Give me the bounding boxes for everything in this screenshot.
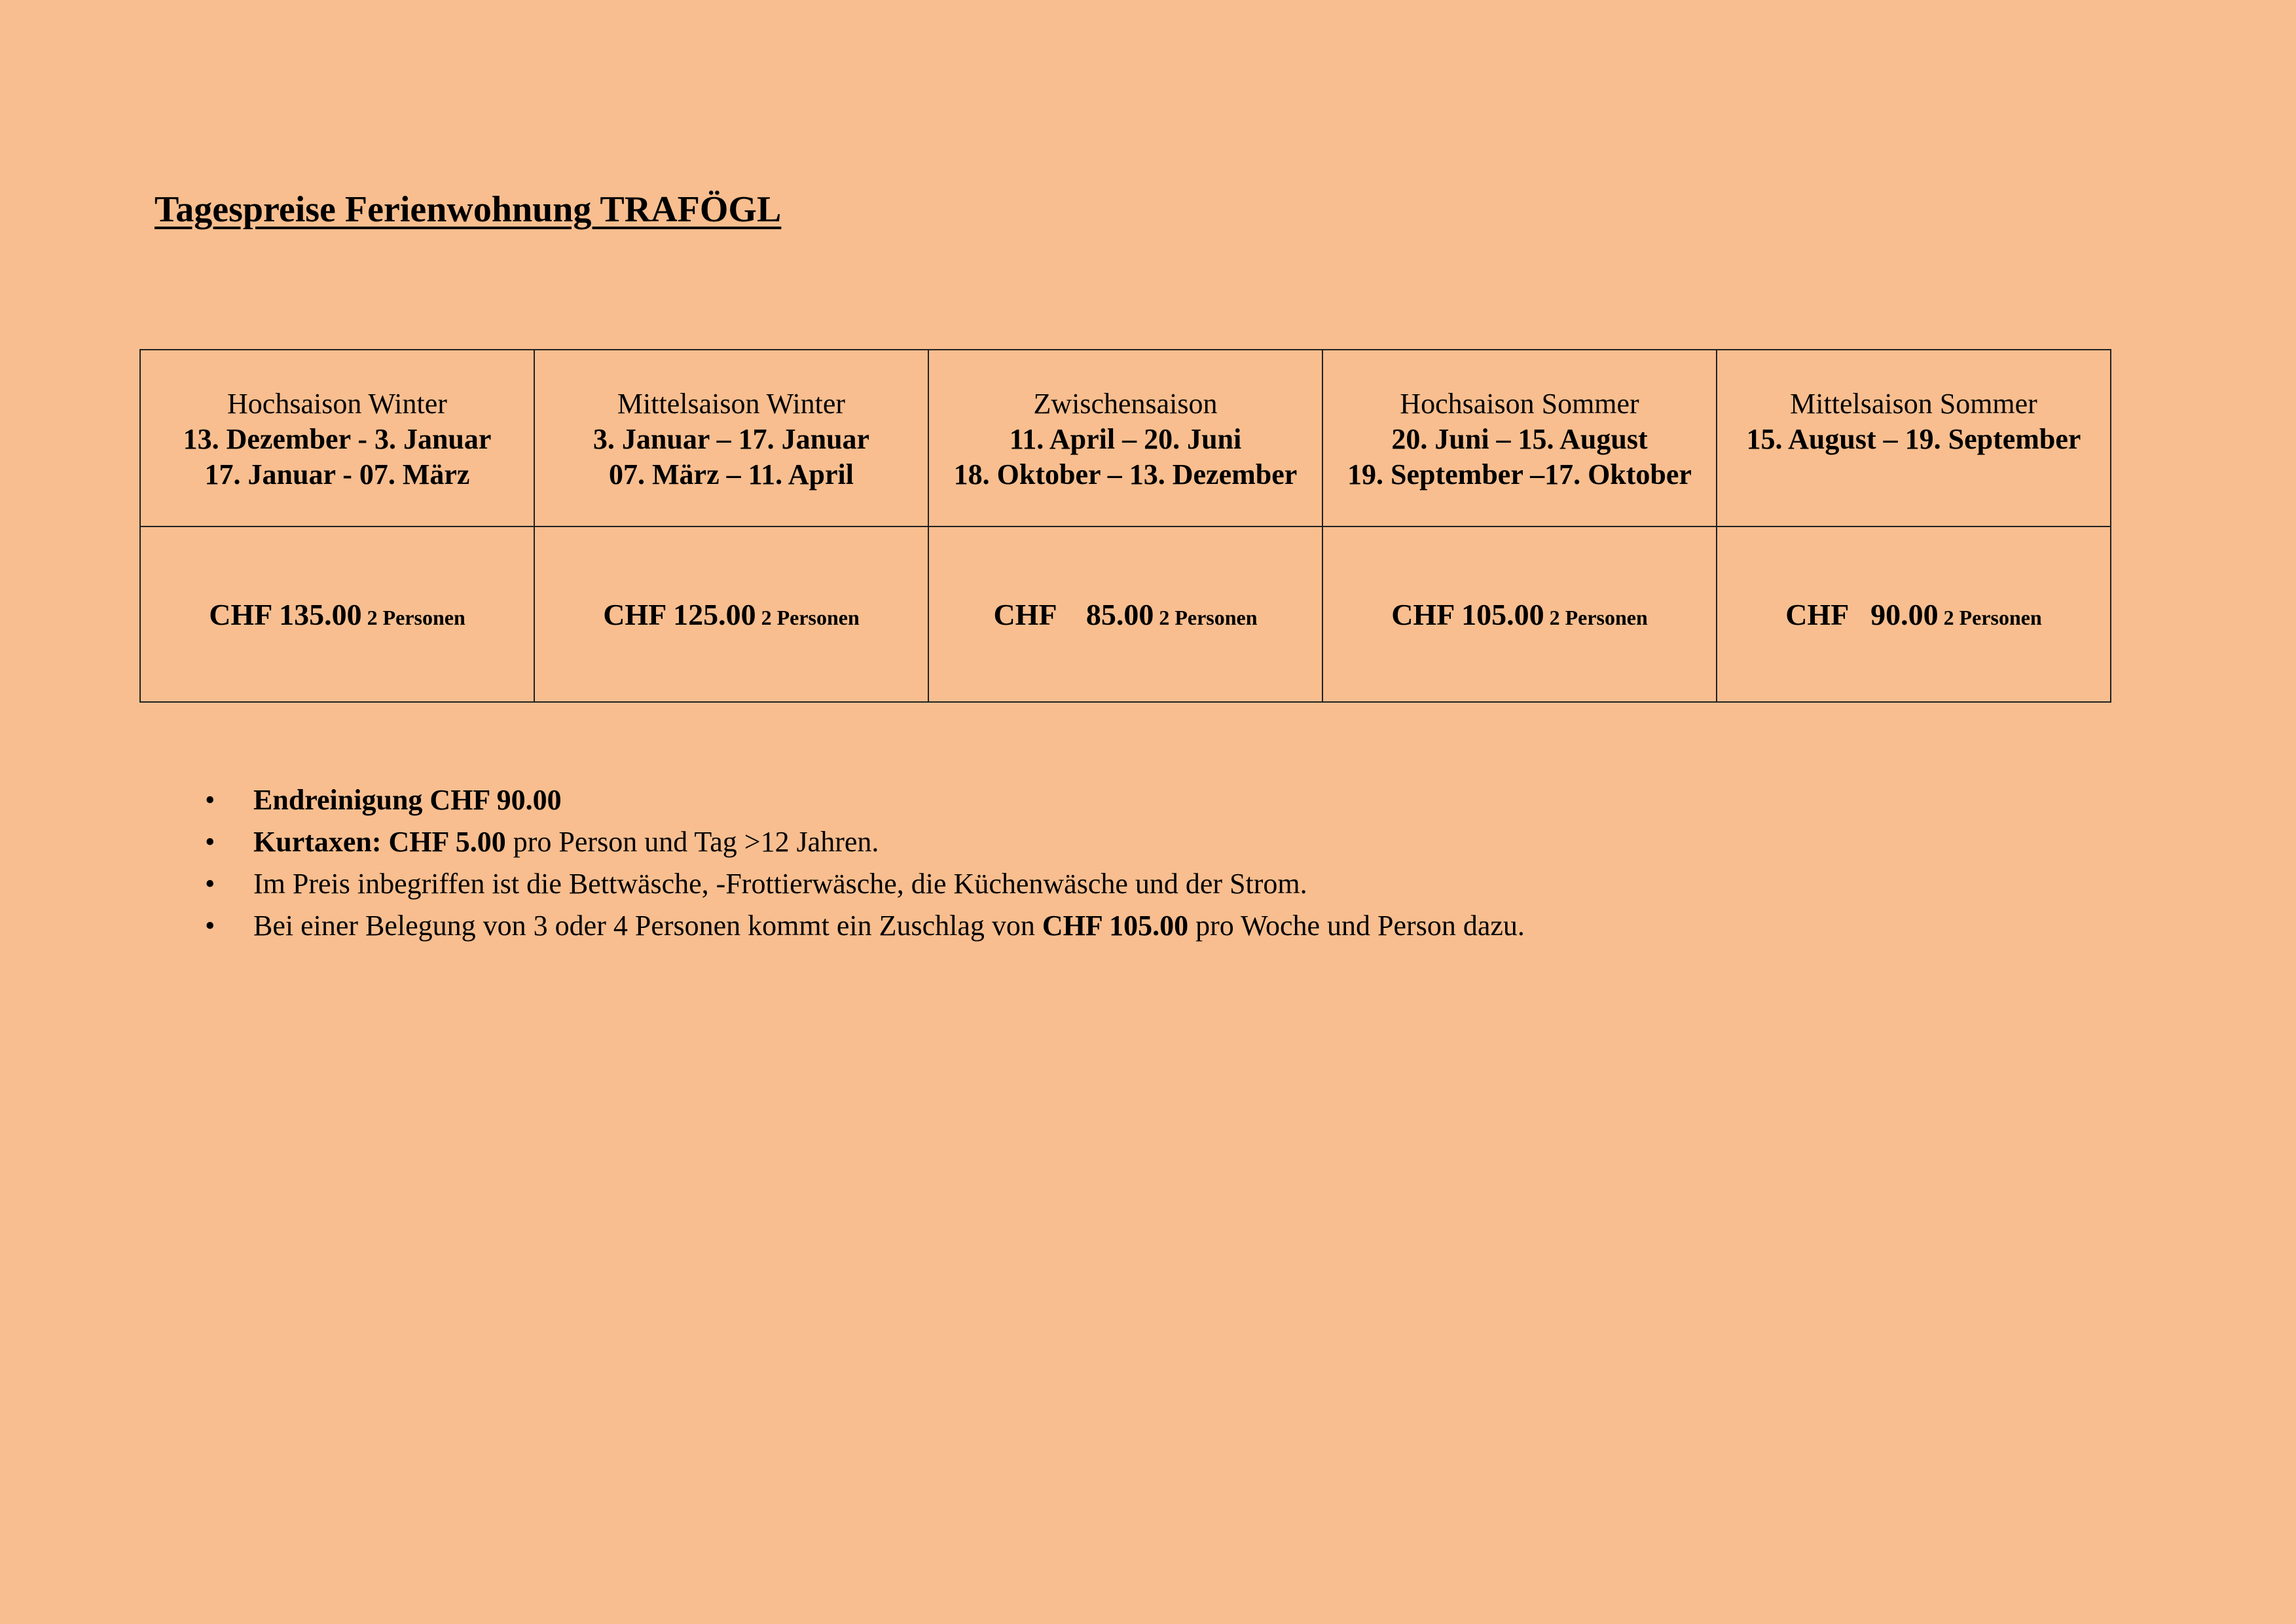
bullet-icon: • [205, 910, 215, 942]
price-persons: 2 Personen [367, 605, 465, 629]
price-cell-hochsaison-winter [140, 526, 534, 702]
season-name: Mittelsaison Winter [617, 388, 846, 420]
season-range: 15. August – 19. September [1746, 423, 2081, 455]
season-cell-mittelsaison-sommer [1717, 350, 2111, 526]
price-persons: 2 Personen [761, 605, 860, 629]
price-value: CHF 105.00 [1391, 597, 1544, 631]
note-included-text: Im Preis inbegriffen ist die Bettwäsche, -Frottierwäsche, die Küchenwäsche und der Strom. [253, 868, 1307, 900]
season-range: 20. Juni – 15. August [1391, 423, 1648, 455]
season-range: 13. Dezember - 3. Januar [183, 423, 492, 455]
note-included [196, 863, 1525, 905]
season-range: 18. Oktober – 13. Dezember [953, 458, 1298, 490]
price-persons: 2 Personen [1159, 605, 1258, 629]
season-cell-hochsaison-winter [140, 350, 534, 526]
price-cell-mittelsaison-sommer [1717, 526, 2111, 702]
season-name: Hochsaison Sommer [1400, 388, 1639, 420]
price-value: CHF 135.00 [209, 597, 362, 631]
note-tax-text: pro Person und Tag >12 Jahren. [505, 826, 879, 858]
price-value: CHF 125.00 [603, 597, 756, 631]
season-range: 19. September –17. Oktober [1347, 458, 1692, 490]
note-cleaning [196, 779, 1525, 821]
note-surcharge [196, 905, 1525, 947]
season-name: Zwischensaison [1033, 388, 1218, 420]
season-cell-hochsaison-sommer [1322, 350, 1717, 526]
note-surcharge-post: pro Woche und Person dazu. [1188, 910, 1525, 942]
notes-list [196, 779, 1525, 947]
note-surcharge-pre: Bei einer Belegung von 3 oder 4 Personen kommt ein Zuschlag von [253, 910, 1042, 942]
price-cell-zwischensaison [928, 526, 1322, 702]
season-cell-zwischensaison [928, 350, 1322, 526]
season-name: Hochsaison Winter [227, 388, 447, 420]
season-cell-mittelsaison-winter [534, 350, 928, 526]
price-value: CHF 90.00 [1785, 597, 1939, 631]
season-range: 17. Januar - 07. März [204, 458, 470, 490]
note-surcharge-amount: CHF 105.00 [1042, 910, 1189, 942]
price-cell-mittelsaison-winter [534, 526, 928, 702]
bullet-icon: • [205, 784, 215, 816]
price-table [139, 349, 2111, 703]
note-tax [196, 821, 1525, 863]
price-row [140, 526, 2111, 702]
season-range: 3. Januar – 17. Januar [592, 423, 870, 455]
price-persons: 2 Personen [1549, 605, 1648, 629]
price-value: CHF 85.00 [993, 597, 1154, 631]
season-range: 11. April – 20. Juni [1009, 423, 1242, 455]
season-header-row [140, 350, 2111, 526]
season-name: Mittelsaison Sommer [1790, 388, 2037, 420]
bullet-icon: • [205, 868, 215, 900]
price-cell-hochsaison-sommer [1322, 526, 1717, 702]
page-title: Tagespreise Ferienwohnung TRAFÖGL [155, 189, 782, 230]
note-cleaning-text: Endreinigung CHF 90.00 [253, 784, 562, 816]
note-tax-label: Kurtaxen: CHF 5.00 [253, 826, 506, 858]
bullet-icon: • [205, 826, 215, 858]
price-persons: 2 Personen [1943, 605, 2042, 629]
season-range: 07. März – 11. April [609, 458, 854, 490]
